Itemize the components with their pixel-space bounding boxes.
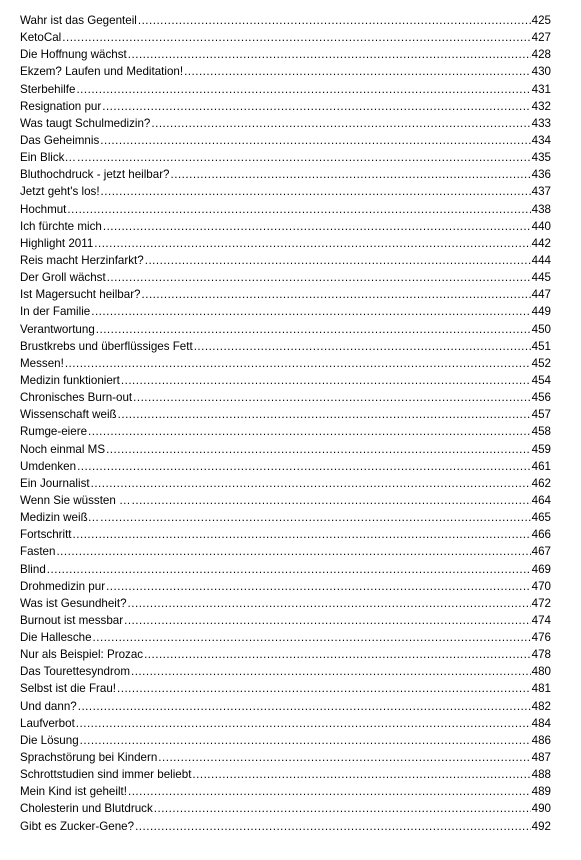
toc-entry-page-number: 435: [531, 151, 551, 165]
toc-entry-title: Burnout ist messbar: [20, 613, 124, 627]
toc-dot-leader: [76, 81, 530, 98]
toc-entry-page-number: 459: [531, 442, 551, 456]
toc-entry: [20, 783, 551, 800]
toc-entry-page-number: 465: [531, 511, 551, 525]
table-of-contents: [20, 12, 551, 835]
toc-dot-leader: [103, 218, 531, 235]
toc-entry: [20, 612, 551, 629]
toc-entry: [20, 732, 551, 749]
toc-dot-leader: [78, 698, 531, 715]
toc-dot-leader: [131, 663, 531, 680]
toc-entry-page-number: 436: [531, 168, 551, 182]
toc-entry-page-number: 427: [531, 31, 551, 45]
toc-entry-page-number: 442: [531, 236, 551, 250]
toc-dot-leader: [80, 732, 531, 749]
toc-entry-title: Cholesterin und Blutdruck: [20, 802, 153, 816]
toc-entry-page-number: 481: [531, 682, 551, 696]
toc-entry: [20, 629, 551, 646]
toc-dot-leader: [65, 355, 531, 372]
toc-entry-title: Fasten: [20, 545, 56, 559]
toc-entry-page-number: 428: [531, 48, 551, 62]
toc-dot-leader: [117, 680, 531, 697]
toc-entry-page-number: 480: [531, 665, 551, 679]
toc-dot-leader: [194, 338, 531, 355]
toc-entry: [20, 492, 551, 509]
toc-entry-title: Medizin weiß…: [20, 511, 100, 525]
toc-entry-title: Fortschritt: [20, 528, 72, 542]
toc-entry-page-number: 482: [531, 699, 551, 713]
toc-entry-title: Ekzem? Laufen und Meditation!: [20, 65, 184, 79]
toc-entry-title: Ein Blick…: [20, 151, 77, 165]
toc-entry-title: Laufverbot: [20, 716, 75, 730]
toc-entry: [20, 663, 551, 680]
toc-dot-leader: [76, 715, 531, 732]
toc-dot-leader: [151, 115, 530, 132]
toc-entry: [20, 680, 551, 697]
toc-entry-page-number: 456: [531, 391, 551, 405]
toc-entry-title: Hochmut: [20, 202, 67, 216]
toc-entry: [20, 338, 551, 355]
toc-entry: [20, 63, 551, 80]
toc-dot-leader: [171, 166, 531, 183]
toc-dot-leader: [88, 423, 531, 440]
toc-dot-leader: [77, 458, 531, 475]
toc-dot-leader: [135, 818, 531, 835]
toc-dot-leader: [128, 595, 531, 612]
toc-entry: [20, 321, 551, 338]
toc-entry-title: Chronisches Burn-out: [20, 391, 133, 405]
toc-dot-leader: [67, 201, 530, 218]
toc-entry: [20, 698, 551, 715]
toc-entry-title: Blind: [20, 562, 46, 576]
toc-entry-page-number: 438: [531, 202, 551, 216]
toc-entry: [20, 818, 551, 835]
toc-entry-title: Was ist Gesundheit?: [20, 596, 127, 610]
toc-dot-leader: [184, 63, 531, 80]
toc-entry-page-number: 464: [531, 493, 551, 507]
toc-entry-page-number: 445: [531, 271, 551, 285]
toc-entry: [20, 526, 551, 543]
toc-dot-leader: [145, 252, 531, 269]
toc-dot-leader: [132, 492, 531, 509]
toc-dot-leader: [100, 509, 530, 526]
toc-entry: [20, 766, 551, 783]
toc-entry-title: Was taugt Schulmedizin?: [20, 116, 151, 130]
toc-entry-title: Medizin funktioniert: [20, 373, 120, 387]
toc-entry-title: Das Geheimnis: [20, 133, 100, 147]
toc-entry: [20, 389, 551, 406]
toc-entry: [20, 355, 551, 372]
toc-entry-title: Sprachstörung bei Kindern: [20, 751, 158, 765]
toc-dot-leader: [144, 646, 531, 663]
toc-entry-title: Brustkrebs und überflüssiges Fett: [20, 339, 193, 353]
toc-dot-leader: [128, 46, 531, 63]
toc-entry-page-number: 434: [531, 133, 551, 147]
toc-entry: [20, 286, 551, 303]
toc-entry-title: KetoCal: [20, 31, 62, 45]
toc-entry-page-number: 440: [531, 219, 551, 233]
toc-entry: [20, 46, 551, 63]
toc-entry-page-number: 431: [531, 82, 551, 96]
toc-dot-leader: [133, 389, 531, 406]
toc-entry: [20, 800, 551, 817]
toc-dot-leader: [96, 321, 531, 338]
toc-dot-leader: [192, 766, 530, 783]
toc-entry-page-number: 454: [531, 373, 551, 387]
toc-entry: [20, 578, 551, 595]
toc-entry-title: Wahr ist das Gegenteil: [20, 14, 137, 27]
toc-dot-leader: [100, 132, 530, 149]
toc-entry: [20, 372, 551, 389]
toc-entry: [20, 166, 551, 183]
toc-entry-title: Die Lösung: [20, 733, 79, 747]
toc-entry-page-number: 447: [531, 288, 551, 302]
toc-entry-page-number: 469: [531, 562, 551, 576]
toc-dot-leader: [128, 783, 531, 800]
toc-dot-leader: [124, 612, 531, 629]
toc-dot-leader: [138, 12, 531, 29]
toc-entry-title: Das Tourettesyndrom: [20, 665, 130, 679]
toc-entry: [20, 595, 551, 612]
toc-entry-page-number: 458: [531, 425, 551, 439]
toc-entry-page-number: 451: [531, 339, 551, 353]
toc-entry: [20, 475, 551, 492]
toc-dot-leader: [91, 475, 531, 492]
toc-entry-title: Selbst ist die Frau!: [20, 682, 117, 696]
toc-entry: [20, 458, 551, 475]
toc-entry-page-number: 450: [531, 322, 551, 336]
toc-dot-leader: [101, 183, 531, 200]
toc-entry-title: Die Hoffnung wächst: [20, 48, 127, 62]
toc-entry-page-number: 437: [531, 185, 551, 199]
toc-entry-page-number: 452: [531, 356, 551, 370]
toc-entry-title: Und dann?: [20, 699, 77, 713]
toc-entry-title: Reis macht Herzinfarkt?: [20, 253, 144, 267]
toc-entry: [20, 201, 551, 218]
toc-entry-page-number: 488: [531, 768, 551, 782]
toc-entry-page-number: 466: [531, 528, 551, 542]
toc-entry-title: Noch einmal MS: [20, 442, 106, 456]
toc-entry-title: Rumge-eiere: [20, 425, 88, 439]
toc-entry-page-number: 433: [531, 116, 551, 130]
toc-entry: [20, 303, 551, 320]
toc-entry: [20, 646, 551, 663]
toc-dot-leader: [93, 629, 531, 646]
toc-entry: [20, 183, 551, 200]
toc-entry: [20, 81, 551, 98]
toc-entry: [20, 132, 551, 149]
toc-entry: [20, 29, 551, 46]
toc-entry: [20, 749, 551, 766]
toc-dot-leader: [106, 441, 531, 458]
toc-entry-title: Umdenken: [20, 459, 77, 473]
toc-entry-page-number: 472: [531, 596, 551, 610]
toc-dot-leader: [154, 800, 531, 817]
toc-entry: [20, 715, 551, 732]
toc-dot-leader: [107, 269, 531, 286]
toc-entry-title: Sterbehilfe: [20, 82, 76, 96]
toc-entry-title: Wenn Sie wüssten …: [20, 493, 131, 507]
toc-entry: [20, 98, 551, 115]
toc-entry-page-number: 486: [531, 733, 551, 747]
toc-dot-leader: [77, 149, 531, 166]
toc-entry-title: Ich fürchte mich: [20, 219, 102, 233]
toc-dot-leader: [106, 578, 531, 595]
toc-entry: [20, 149, 551, 166]
toc-entry: [20, 218, 551, 235]
toc-entry: [20, 441, 551, 458]
toc-entry-page-number: 461: [531, 459, 551, 473]
toc-entry-title: Bluthochdruck - jetzt heilbar?: [20, 168, 170, 182]
toc-entry-page-number: 425: [531, 14, 551, 27]
toc-dot-leader: [62, 29, 530, 46]
toc-entry-title: Jetzt geht's los!: [20, 185, 100, 199]
toc-entry: [20, 423, 551, 440]
toc-entry-page-number: 492: [531, 819, 551, 833]
toc-entry: [20, 406, 551, 423]
toc-dot-leader: [56, 543, 530, 560]
toc-dot-leader: [47, 561, 531, 578]
toc-entry-title: Wissenschaft weiß: [20, 408, 117, 422]
toc-dot-leader: [73, 526, 531, 543]
toc-entry-title: Gibt es Zucker-Gene?: [20, 819, 135, 833]
toc-entry-page-number: 430: [531, 65, 551, 79]
toc-entry-title: Verantwortung: [20, 322, 95, 336]
toc-entry-page-number: 457: [531, 408, 551, 422]
toc-entry-title: Ein Journalist: [20, 476, 90, 490]
toc-entry: [20, 252, 551, 269]
toc-dot-leader: [91, 303, 530, 320]
toc-entry-title: Der Groll wächst: [20, 271, 106, 285]
toc-entry-title: Messen!: [20, 356, 64, 370]
toc-entry-page-number: 489: [531, 785, 551, 799]
toc-entry: [20, 115, 551, 132]
toc-entry-page-number: 449: [531, 305, 551, 319]
toc-entry: [20, 543, 551, 560]
toc-entry-title: Mein Kind ist geheilt!: [20, 785, 127, 799]
toc-entry-title: Drohmedizin pur: [20, 579, 106, 593]
toc-dot-leader: [121, 372, 531, 389]
toc-entry: [20, 509, 551, 526]
toc-dot-leader: [142, 286, 531, 303]
toc-dot-leader: [118, 406, 531, 423]
toc-entry: [20, 235, 551, 252]
toc-entry: [20, 561, 551, 578]
toc-entry-title: Schrottstudien sind immer beliebt: [20, 768, 192, 782]
toc-entry-page-number: 478: [531, 648, 551, 662]
toc-entry-page-number: 444: [531, 253, 551, 267]
toc-entry: [20, 269, 551, 286]
toc-entry-page-number: 432: [531, 99, 551, 113]
toc-entry: [20, 12, 551, 29]
toc-entry-title: Nur als Beispiel: Prozac: [20, 648, 144, 662]
toc-entry-page-number: 474: [531, 613, 551, 627]
toc-entry-title: In der Familie: [20, 305, 91, 319]
toc-entry-title: Highlight 2011: [20, 236, 94, 250]
toc-entry-page-number: 490: [531, 802, 551, 816]
toc-entry-page-number: 487: [531, 751, 551, 765]
toc-entry-title: Ist Magersucht heilbar?: [20, 288, 141, 302]
toc-entry-page-number: 484: [531, 716, 551, 730]
toc-entry-title: Die Hallesche: [20, 631, 92, 645]
toc-entry-page-number: 467: [531, 545, 551, 559]
toc-dot-leader: [158, 749, 530, 766]
toc-dot-leader: [94, 235, 530, 252]
toc-entry-title: Resignation pur: [20, 99, 102, 113]
toc-entry-page-number: 462: [531, 476, 551, 490]
toc-dot-leader: [102, 98, 530, 115]
toc-entry-page-number: 476: [531, 631, 551, 645]
toc-entry-page-number: 470: [531, 579, 551, 593]
